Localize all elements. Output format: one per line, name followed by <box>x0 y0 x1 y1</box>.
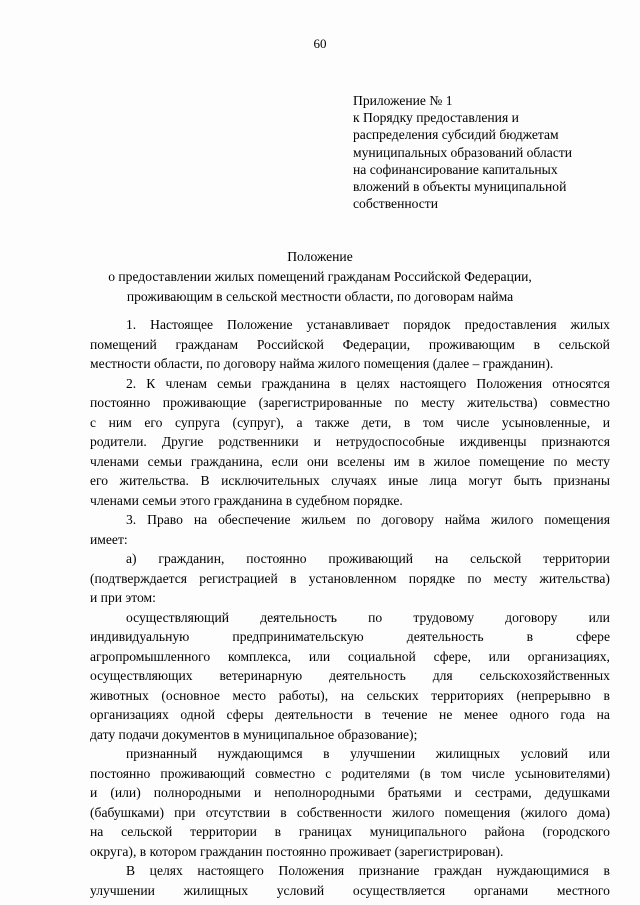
body-text-line: В целях настоящего Положения признание граждан нуждающимися в <box>126 863 610 878</box>
body-text-line: местности области, по договору найма жилого помещения (далее – гражданин). <box>90 356 554 371</box>
annex-line: к Порядку предоставления и <box>353 110 519 126</box>
annex-block <box>353 92 613 212</box>
body-text-line: 2. К членам семьи гражданина в целях настоящего Положения относятся <box>126 375 610 391</box>
body-text-line: и (или) полнородными и неполнородными братьями и сестрами, дедушками <box>90 785 610 800</box>
body-text-line: 1. Настоящее Положение устанавливает порядок предоставления жилых <box>126 317 610 332</box>
document-body <box>90 315 610 900</box>
document-subtitle-line: о предоставлении жилых помещений гражданам Российской Федерации, <box>108 269 532 284</box>
page-number: 60 <box>313 36 327 51</box>
body-text-line: имеет: <box>90 531 128 547</box>
annex-line: на софинансирование капитальных <box>353 161 558 177</box>
body-text-line: животных (основное место работы), на сельских территориях (непрерывно в <box>90 687 610 703</box>
document-subtitle-line: проживающим в сельской местности области, по договорам найма <box>126 289 514 304</box>
annex-line: Приложение № 1 <box>353 93 453 108</box>
body-text-line: организациях одной сферы деятельности в течение не менее одного года на <box>90 707 610 722</box>
annex-line: муниципальных образований области <box>353 144 573 160</box>
body-text-line: осуществляющий деятельность по трудовому договору или <box>126 609 610 625</box>
body-text-line: его жительства. В исключительных случаях иные лица могут быть признаны <box>90 473 610 488</box>
body-text-line: округа), в котором гражданин постоянно проживает (зарегистрирован). <box>90 843 504 859</box>
body-text-line: дату подачи документов в муниципальное образование); <box>90 726 418 742</box>
body-text-line: индивидуальную предпринимательскую деятельность в сфере <box>90 629 610 644</box>
body-text-line: осуществляющих ветеринарную деятельность для сельскохозяйственных <box>90 668 610 683</box>
body-text-line: (бабушками) при отсутствии в собственности жилого помещения (жилого дома) <box>90 804 610 820</box>
body-text-line: на сельской территории в границах муниципального района (городского <box>90 824 610 839</box>
body-text-line: постоянно проживающий совместно с родителями (в том числе усыновителями) <box>90 765 610 781</box>
annex-line: распределения субсидий бюджетам <box>353 127 559 143</box>
body-text-line: (подтверждается регистрацией в установленном порядке по месту жительства) <box>90 570 610 586</box>
body-text-line: с ним его супруга (супруг), а также дети, в том числе усыновленные, и <box>90 414 610 430</box>
body-text-line: помещений гражданам Российской Федерации, проживающим в сельской <box>90 336 610 352</box>
document-title: Положение <box>287 249 353 264</box>
body-text-line: улучшении жилищных условий осуществляется органами местного <box>90 882 610 898</box>
body-text-line: признанный нуждающимся в улучшении жилищных условий или <box>126 746 610 761</box>
annex-line: вложений в объекты муниципальной <box>353 179 567 195</box>
body-text-line: членами семьи гражданина, если они вселены им в жилое помещение по месту <box>90 453 610 469</box>
body-text-line: родители. Другие родственники и нетрудоспособные иждивенцы признаются <box>90 434 610 449</box>
body-text-line: членами семьи этого гражданина в судебном порядке. <box>90 492 403 508</box>
annex-line: собственности <box>353 196 439 212</box>
body-text-line: а) гражданин, постоянно проживающий на сельской территории <box>126 551 610 566</box>
body-text-line: 3. Право на обеспечение жильем по договору найма жилого помещения <box>126 512 610 527</box>
document-heading <box>0 247 640 307</box>
body-text-line: агропромышленного комплекса, или социальной сфере, или организациях, <box>90 648 610 664</box>
body-text-line: постоянно проживающие (зарегистрированные по месту жительства) совместно <box>90 395 610 410</box>
body-text-line: и при этом: <box>90 590 156 605</box>
